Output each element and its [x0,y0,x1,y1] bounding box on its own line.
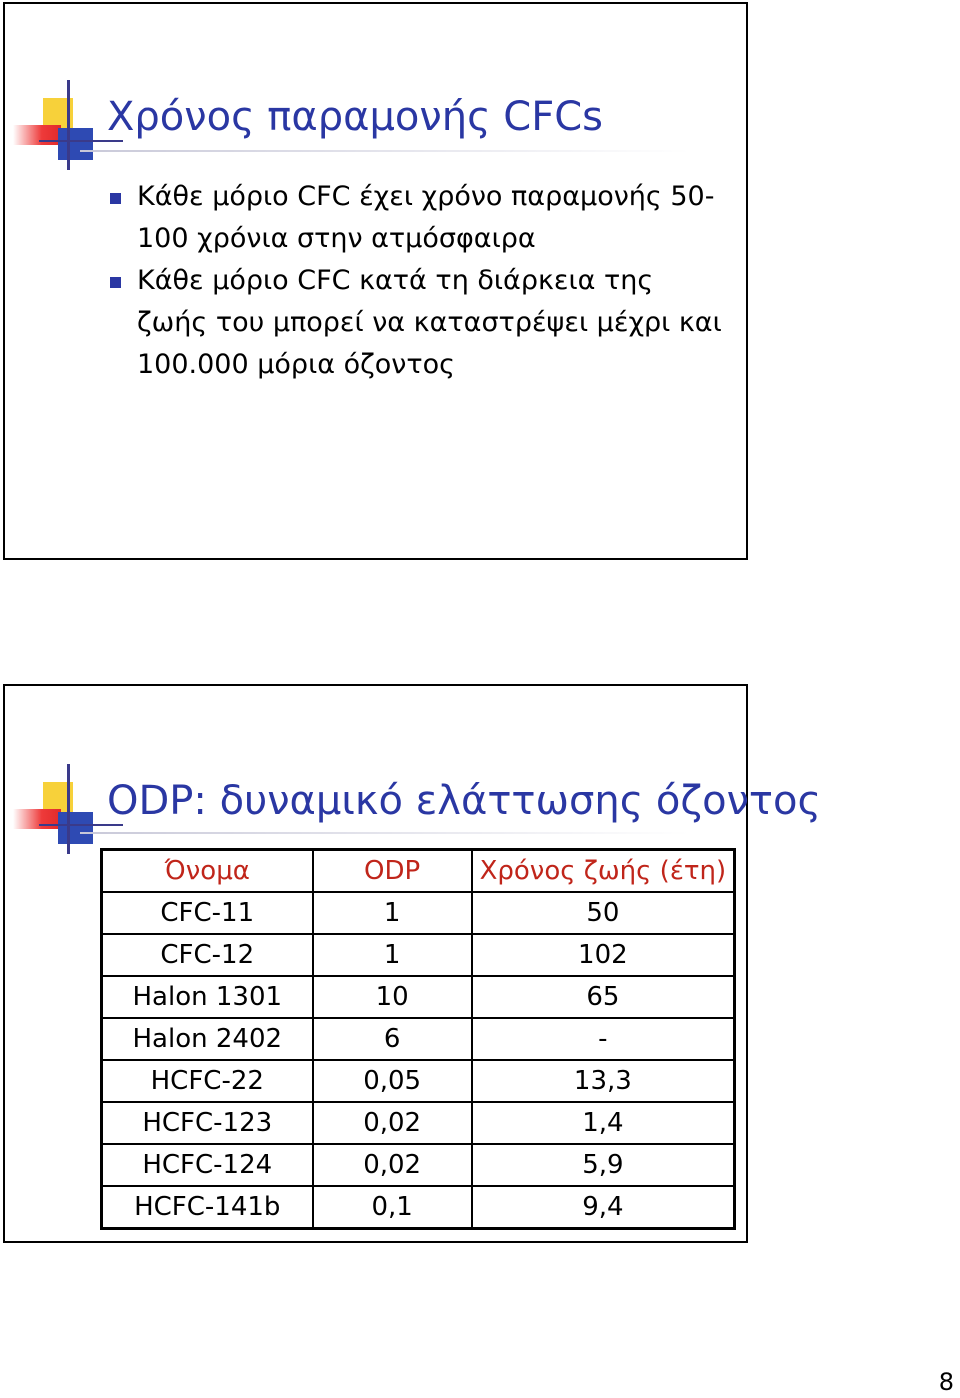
cell-lifetime: 9,4 [472,1186,735,1229]
table-header-row [102,850,735,893]
title-divider [80,150,690,152]
table-row [102,976,735,1018]
cell-lifetime: 1,4 [472,1102,735,1144]
cell-odp: 10 [313,976,472,1018]
bullet-item [110,260,730,386]
cell-odp: 0,02 [313,1144,472,1186]
slide-2 [3,684,821,1243]
cell-odp: 6 [313,1018,472,1060]
slide-title: Χρόνος παραμονής CFCs [107,94,603,140]
bullet-text: Κάθε μόριο CFC έχει χρόνο παραμονής 50-100 χρόνια στην ατμόσφαιρα [137,181,715,254]
square-bullet-icon [110,277,121,288]
cell-odp: 0,1 [313,1186,472,1229]
cell-name: HCFC-124 [102,1144,313,1186]
page-number: 8 [938,1368,954,1396]
table-row [102,1102,735,1144]
cell-lifetime: - [472,1018,735,1060]
cell-name: Halon 1301 [102,976,313,1018]
slide-1 [3,2,748,560]
bullet-item [110,176,730,260]
cell-odp: 1 [313,892,472,934]
bullet-list [110,176,730,386]
cell-lifetime: 13,3 [472,1060,735,1102]
cell-lifetime: 102 [472,934,735,976]
cell-odp: 0,05 [313,1060,472,1102]
header-odp: ODP [313,850,472,893]
bullet-text: Κάθε μόριο CFC κατά τη διάρκεια της ζωής του μπορεί να καταστρέψει μέχρι και 100.000 μόρια όζοντος [137,265,722,380]
cell-name: HCFC-123 [102,1102,313,1144]
table-row [102,1060,735,1102]
cell-odp: 0,02 [313,1102,472,1144]
header-name: Όνομα [102,850,313,893]
cell-odp: 1 [313,934,472,976]
cell-name: Halon 2402 [102,1018,313,1060]
title-divider [80,832,690,834]
table-row [102,934,735,976]
table-row [102,1186,735,1229]
table-row [102,1018,735,1060]
cell-lifetime: 5,9 [472,1144,735,1186]
odp-table [100,848,736,1230]
cell-lifetime: 65 [472,976,735,1018]
cell-name: CFC-11 [102,892,313,934]
cell-lifetime: 50 [472,892,735,934]
cell-name: HCFC-22 [102,1060,313,1102]
header-lifetime: Χρόνος ζωής (έτη) [472,850,735,893]
cell-name: CFC-12 [102,934,313,976]
square-bullet-icon [110,193,121,204]
slide-title: ODP: δυναμικό ελάττωσης όζοντος [107,778,821,824]
table-row [102,892,735,934]
table-row [102,1144,735,1186]
cell-name: HCFC-141b [102,1186,313,1229]
